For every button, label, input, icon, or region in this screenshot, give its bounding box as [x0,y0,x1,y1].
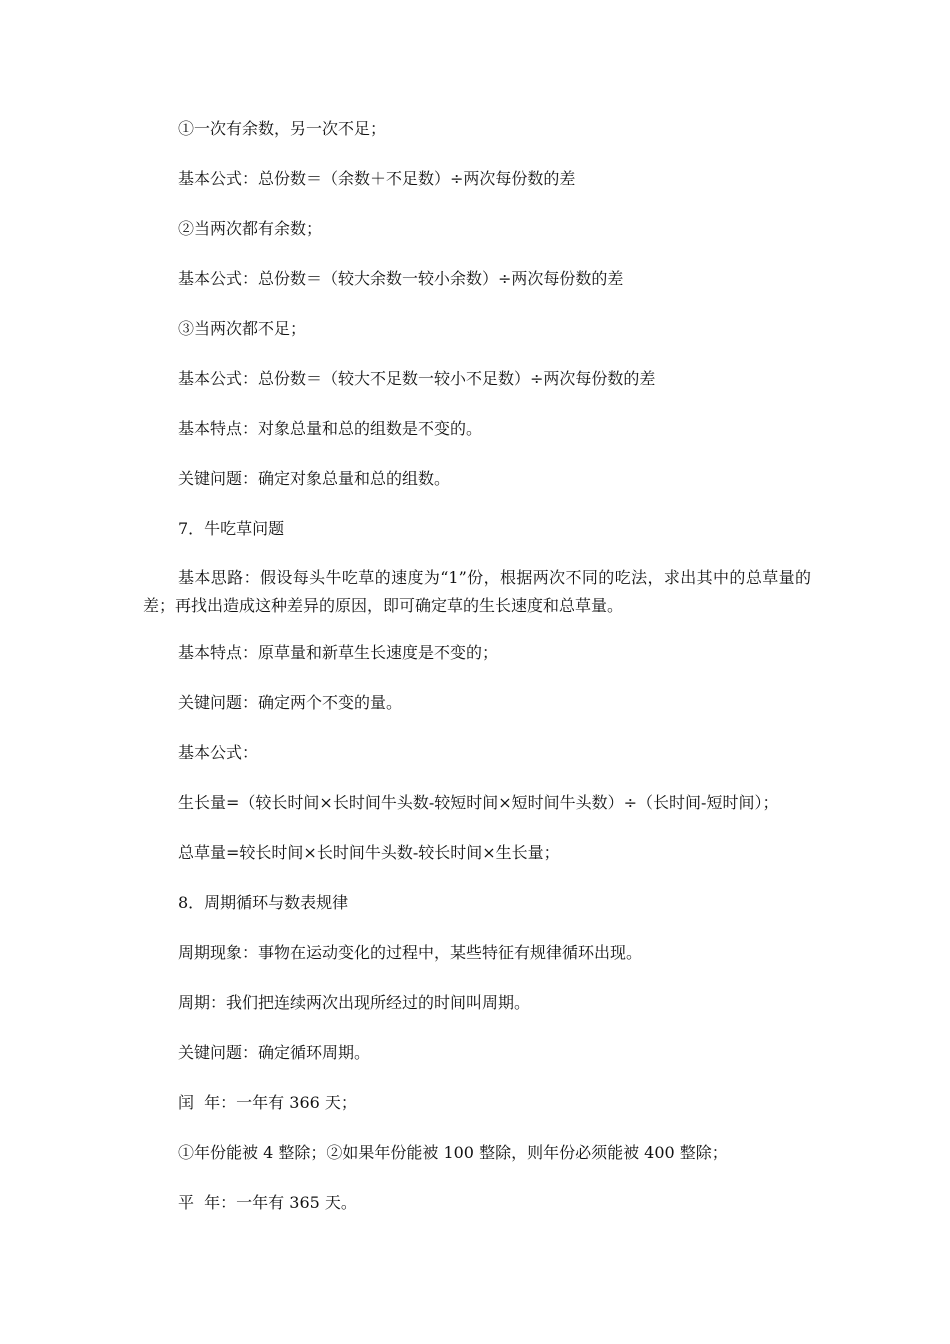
section-heading-7: 7．牛吃草问题 [178,519,285,538]
periodic-phenomenon-text: 周期现象：事物在运动变化的过程中，某些特征有规律循环出现。 [178,943,643,962]
leap-year-text: 闰 年：一年有 366 天； [178,1093,357,1112]
grass-feature-text: 基本特点：原草量和新草生长速度是不变的； [178,643,499,662]
case-one-text: ①一次有余数，另一次不足； [178,119,387,138]
grass-formula-label: 基本公式： [178,743,259,762]
period-definition-text: 周期：我们把连续两次出现所经过的时间叫周期。 [178,993,531,1012]
formula-three-text: 基本公式：总份数＝（较大不足数一较小不足数）÷两次每份数的差 [178,369,656,388]
case-two-text: ②当两次都有余数； [178,219,323,238]
section-heading-8: 8．周期循环与数表规律 [178,893,349,912]
leap-year-rule-text: ①年份能被 4 整除；②如果年份能被 100 整除，则年份必须能被 400 整除； [178,1143,728,1162]
feature-text: 基本特点：对象总量和总的组数是不变的。 [178,419,483,438]
common-year-text: 平 年：一年有 365 天。 [178,1193,357,1212]
cycle-key-question-text: 关键问题：确定循环周期。 [178,1043,371,1062]
case-three-text: ③当两次都不足； [178,319,307,338]
formula-two-text: 基本公式：总份数＝（较大余数一较小余数）÷两次每份数的差 [178,269,624,288]
growth-formula-text: 生长量=（较长时间×长时间牛头数-较短时间×短时间牛头数）÷（长时间-短时间）； [178,793,779,812]
total-grass-formula-text: 总草量=较长时间×长时间牛头数-较长时间×生长量； [178,843,560,862]
formula-one-text: 基本公式：总份数＝（余数＋不足数）÷两次每份数的差 [178,169,576,188]
basic-idea-paragraph: 基本思路：假设每头牛吃草的速度为“1”份，根据两次不同的吃法，求出其中的总草量的差；再找出造成这种差异的原因，即可确定草的生长速度和总草量。 [143,568,811,615]
key-question-text: 关键问题：确定对象总量和总的组数。 [178,469,451,488]
grass-key-question-text: 关键问题：确定两个不变的量。 [178,693,403,712]
